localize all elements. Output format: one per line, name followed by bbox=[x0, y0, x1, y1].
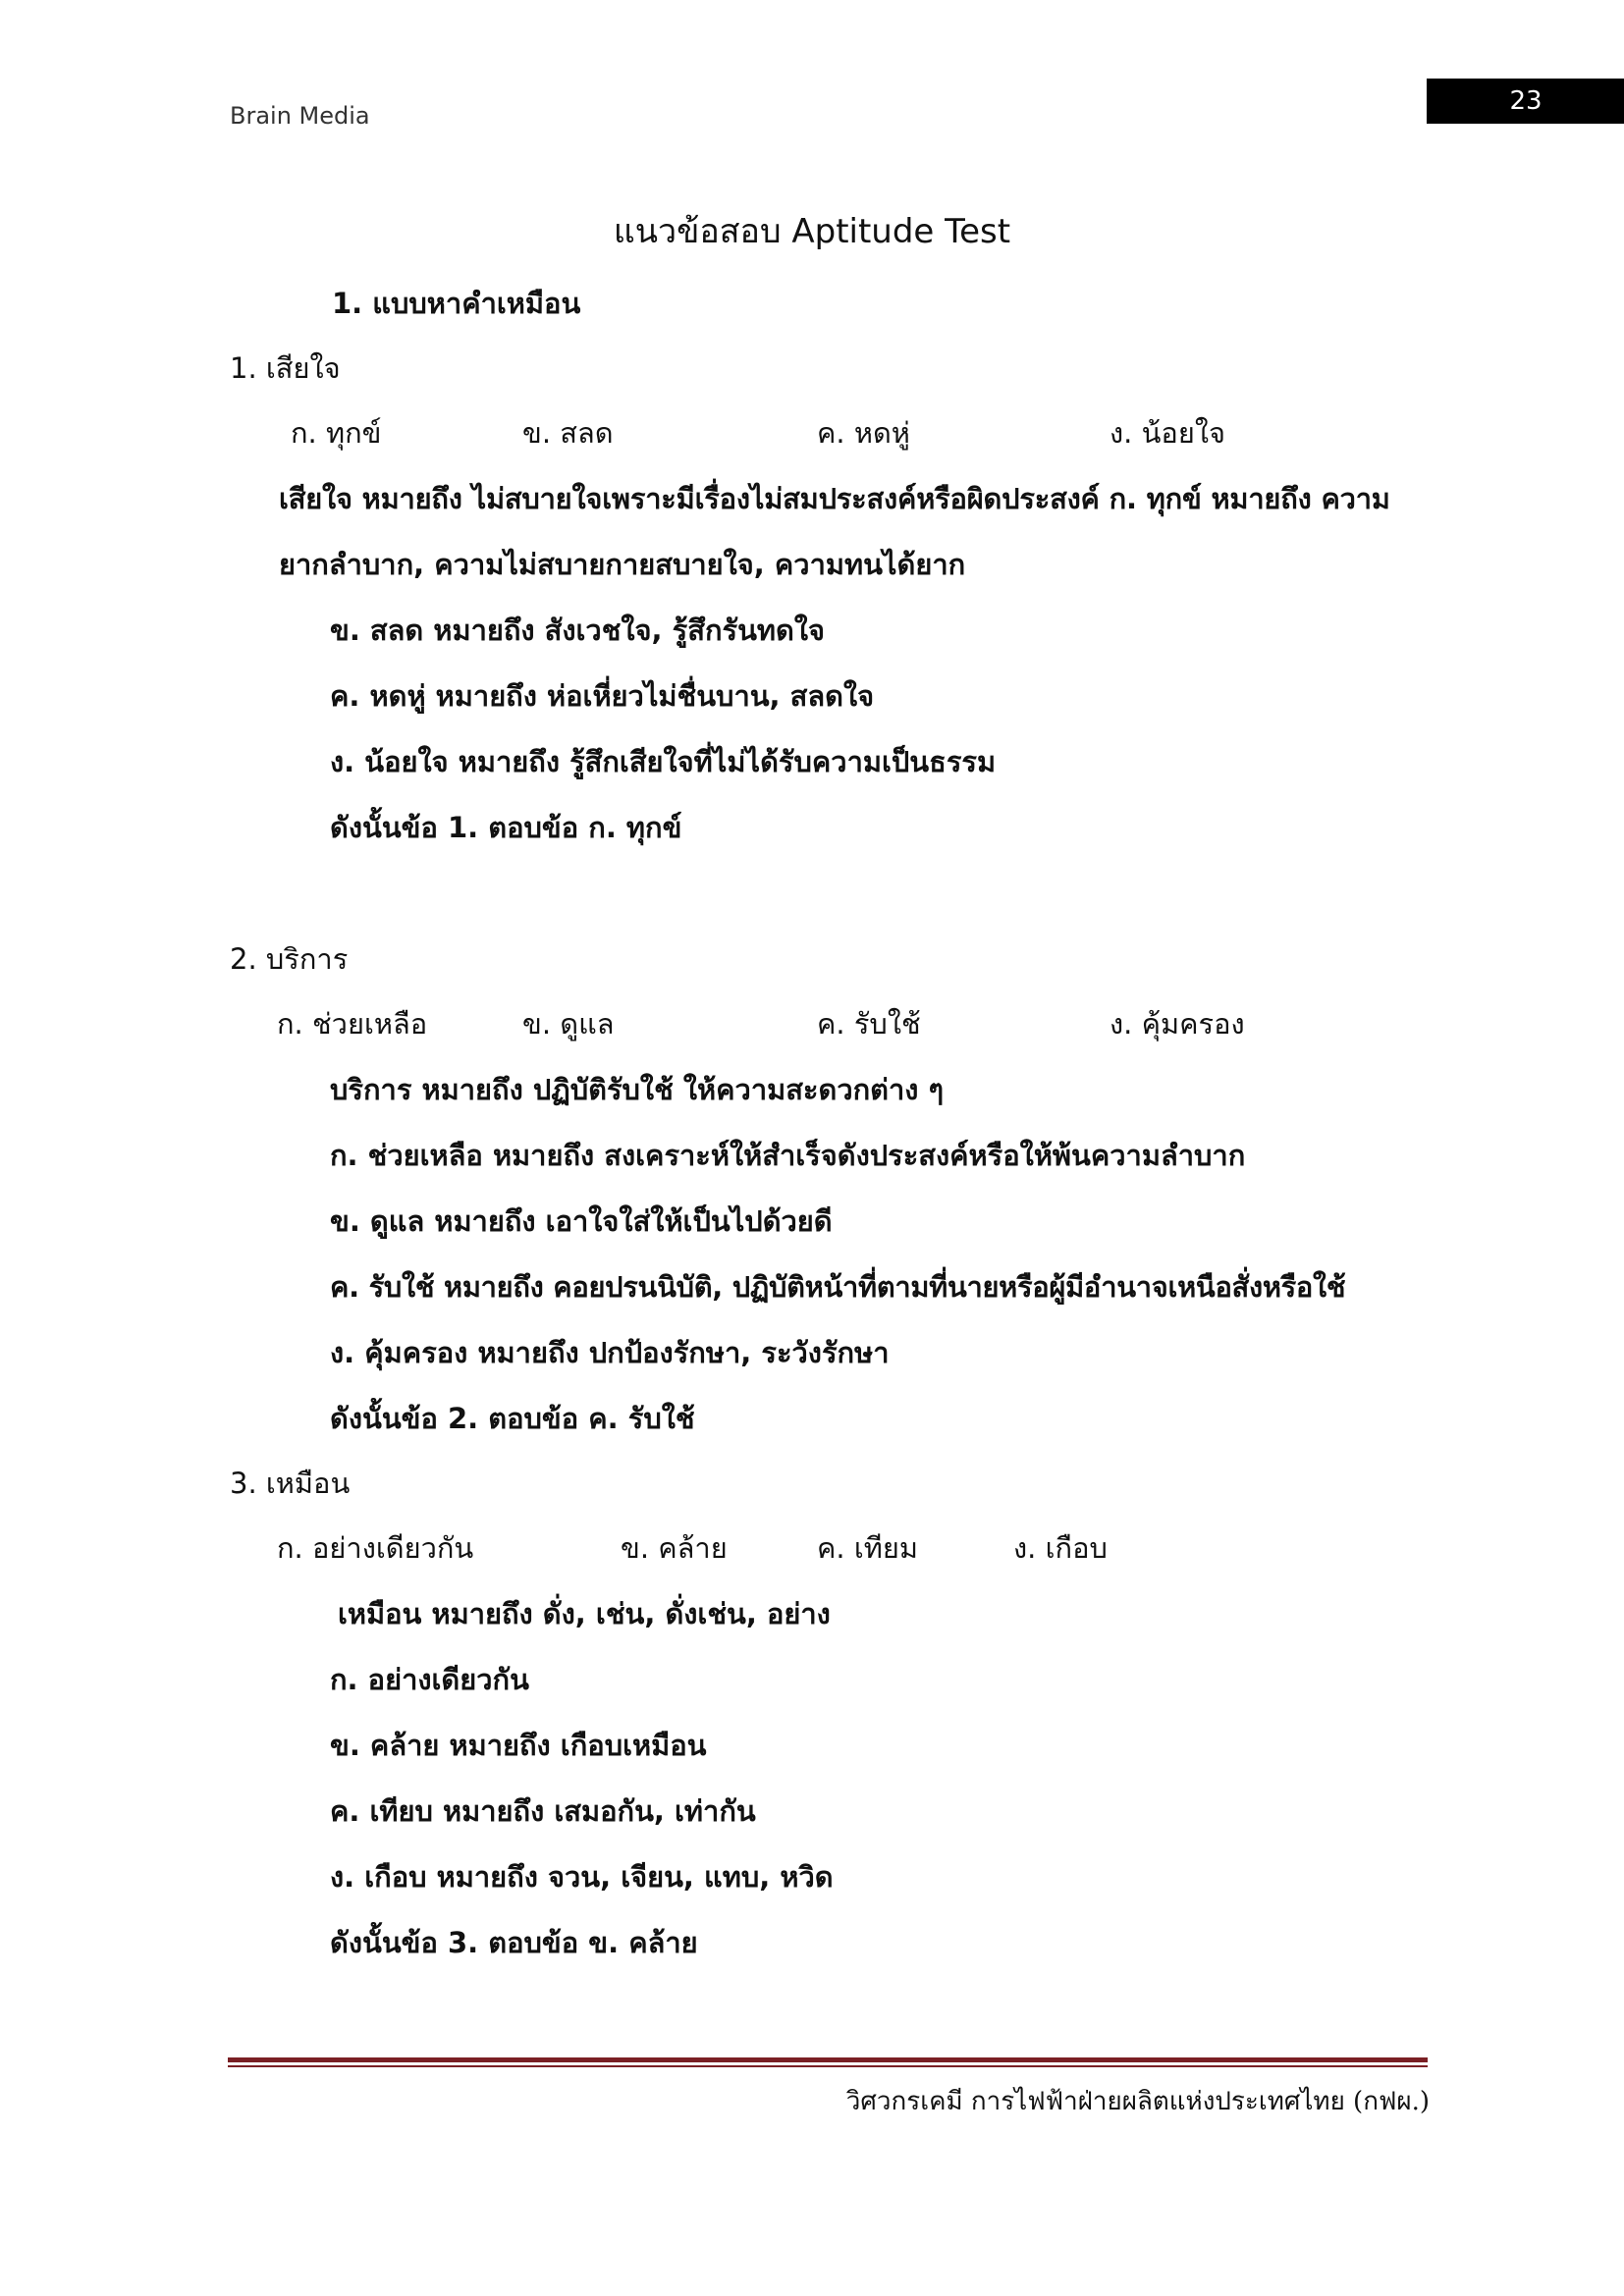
question-1: 1. เสียใจ bbox=[230, 351, 341, 385]
q2-answer: ดังนั้นข้อ 2. ตอบข้อ ค. รับใช้ bbox=[330, 1402, 695, 1435]
q1-explanation: เสียใจ หมายถึง ไม่สบายใจเพราะมีเรื่องไม่สมประสงค์หรือผิดประสงค์ ก. ทุกข์ หมายถึง ความ bbox=[279, 482, 1390, 515]
q3-definition: เหมือน หมายถึง ดั่ง, เช่น, ดั่งเช่น, อย่าง bbox=[338, 1597, 831, 1630]
q1-option-a: ก. ทุกข์ bbox=[291, 416, 382, 450]
q1-answer: ดังนั้นข้อ 1. ตอบข้อ ก. ทุกข์ bbox=[330, 811, 682, 844]
q3-answer: ดังนั้นข้อ 3. ตอบข้อ ข. คล้าย bbox=[330, 1926, 698, 1959]
q2-option-b: ข. ดูแล bbox=[522, 1007, 615, 1041]
q2-detail-d: ง. คุ้มครอง หมายถึง ปกป้องรักษา, ระวังรักษา bbox=[330, 1336, 890, 1369]
q2-detail-a: ก. ช่วยเหลือ หมายถึง สงเคราะห์ให้สำเร็จดังประสงค์หรือให้พ้นความลำบาก bbox=[330, 1139, 1246, 1172]
q1-option-b: ข. สลด bbox=[522, 416, 614, 450]
q2-detail-c: ค. รับใช้ หมายถึง คอยปรนนิบัติ, ปฏิบัติหน้าที่ตามที่นายหรือผู้มีอำนาจเหนือสั่งหรือใช้ bbox=[330, 1270, 1346, 1304]
page-title: แนวข้อสอบ Aptitude Test bbox=[613, 212, 1011, 251]
q3-detail-b: ข. คล้าย หมายถึง เกือบเหมือน bbox=[330, 1729, 707, 1762]
q2-option-a: ก. ช่วยเหลือ bbox=[277, 1007, 428, 1041]
q1-detail-c: ค. หดหู่ หมายถึง ห่อเหี่ยวไม่ชื่นบาน, สลดใจ bbox=[330, 679, 875, 713]
q3-option-b: ข. คล้าย bbox=[621, 1531, 728, 1565]
q1-option-d: ง. น้อยใจ bbox=[1110, 416, 1225, 450]
q3-option-d: ง. เกือบ bbox=[1013, 1531, 1108, 1565]
q1-option-c: ค. หดหู่ bbox=[817, 416, 910, 450]
q1-detail-d: ง. น้อยใจ หมายถึง รู้สึกเสียใจที่ไม่ได้รับความเป็นธรรม bbox=[330, 745, 997, 778]
q1-detail-b: ข. สลด หมายถึง สังเวชใจ, รู้สึกรันทดใจ bbox=[330, 614, 826, 647]
q1-explanation-cont: ยากลำบาก, ความไม่สบายกายสบายใจ, ความทนได้ยาก bbox=[279, 548, 966, 581]
q2-option-d: ง. คุ้มครอง bbox=[1110, 1007, 1245, 1041]
footer-divider-thin bbox=[228, 2065, 1428, 2067]
q3-option-c: ค. เทียม bbox=[817, 1531, 918, 1565]
brand-name: Brain Media bbox=[230, 102, 370, 130]
q2-detail-b: ข. ดูแล หมายถึง เอาใจใส่ให้เป็นไปด้วยดี bbox=[330, 1204, 833, 1238]
q3-detail-c: ค. เทียบ หมายถึง เสมอกัน, เท่ากัน bbox=[330, 1794, 756, 1828]
q3-detail-d: ง. เกือบ หมายถึง จวน, เจียน, แทบ, หวิด bbox=[330, 1860, 834, 1894]
question-3: 3. เหมือน bbox=[230, 1467, 351, 1500]
page-number: 23 bbox=[1509, 86, 1543, 116]
question-2: 2. บริการ bbox=[230, 942, 349, 976]
q2-option-c: ค. รับใช้ bbox=[817, 1007, 921, 1041]
q2-definition: บริการ หมายถึง ปฏิบัติรับใช้ ให้ความสะดวกต่าง ๆ bbox=[330, 1073, 945, 1106]
q3-option-a: ก. อย่างเดียวกัน bbox=[277, 1531, 474, 1565]
q3-detail-a: ก. อย่างเดียวกัน bbox=[330, 1663, 529, 1696]
section-heading: 1. แบบหาคำเหมือน bbox=[332, 287, 581, 320]
footer-text: วิศวกรเคมี การไฟฟ้าฝ่ายผลิตแห่งประเทศไทย (กฟผ.) bbox=[845, 2087, 1430, 2116]
footer-divider bbox=[228, 2057, 1428, 2062]
